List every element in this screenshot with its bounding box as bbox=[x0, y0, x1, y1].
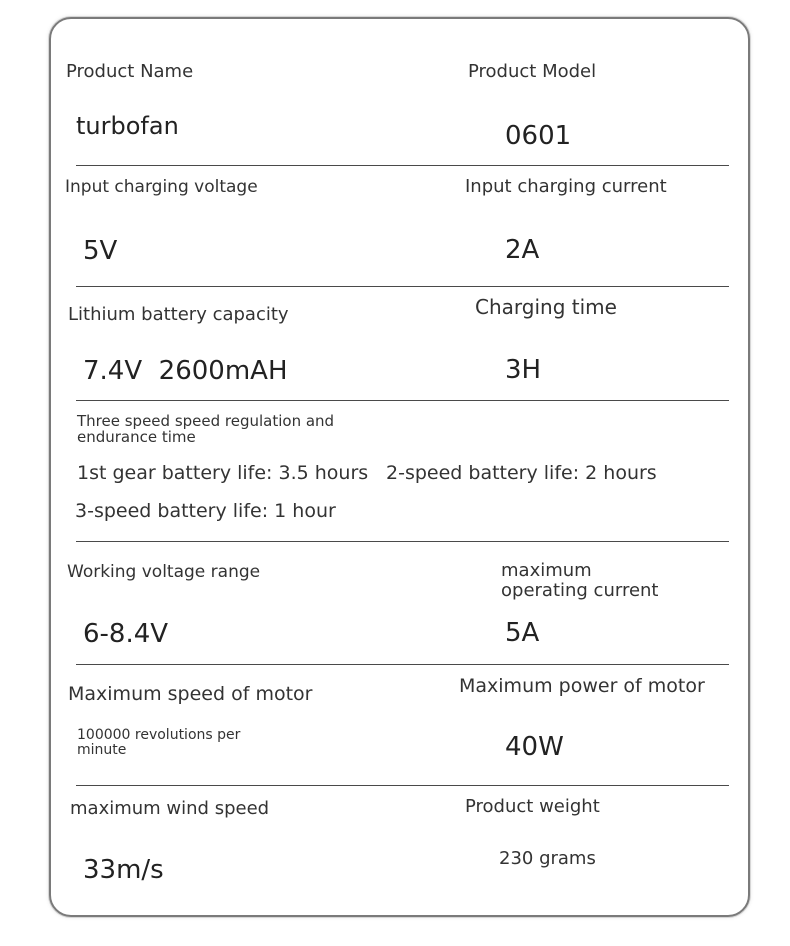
wind-speed-value: 33m/s bbox=[83, 855, 164, 885]
product-weight-label: Product weight bbox=[465, 796, 600, 817]
motor-power-label: Maximum power of motor bbox=[459, 675, 705, 697]
motor-speed-value-line2: minute bbox=[77, 742, 127, 758]
motor-power-value: 40W bbox=[505, 732, 564, 762]
row-divider bbox=[76, 400, 729, 401]
operating-current-label-line1: maximum bbox=[501, 560, 592, 581]
motor-speed-label: Maximum speed of motor bbox=[68, 683, 313, 705]
motor-speed-value-line1: 100000 revolutions per bbox=[77, 727, 241, 743]
gear3-battery-life: 3-speed battery life: 1 hour bbox=[75, 500, 336, 522]
speed-regulation-label-line1: Three speed speed regulation and bbox=[77, 412, 335, 430]
product-model-value: 0601 bbox=[505, 121, 572, 151]
input-current-label: Input charging current bbox=[465, 176, 667, 197]
battery-capacity-value: 7.4V 2600mAH bbox=[83, 356, 288, 386]
gear1-battery-life: 1st gear battery life: 3.5 hours bbox=[77, 462, 369, 484]
wind-speed-label: maximum wind speed bbox=[70, 798, 270, 819]
row-divider bbox=[76, 664, 729, 665]
row-divider bbox=[76, 785, 729, 786]
row-divider bbox=[76, 286, 729, 287]
product-name-value: turbofan bbox=[76, 112, 179, 140]
product-weight-value: 230 grams bbox=[499, 848, 596, 869]
input-current-value: 2A bbox=[505, 235, 540, 265]
charging-time-label: Charging time bbox=[475, 295, 617, 319]
working-voltage-label: Working voltage range bbox=[67, 562, 261, 582]
input-voltage-value: 5V bbox=[83, 236, 118, 266]
operating-current-label-line2: operating current bbox=[501, 580, 659, 601]
gear2-battery-life: 2-speed battery life: 2 hours bbox=[386, 462, 657, 484]
charging-time-value: 3H bbox=[505, 355, 542, 385]
input-voltage-label: Input charging voltage bbox=[65, 177, 258, 197]
speed-regulation-label-line2: endurance time bbox=[77, 428, 196, 446]
product-model-label: Product Model bbox=[468, 61, 597, 82]
row-divider bbox=[76, 165, 729, 166]
operating-current-value: 5A bbox=[505, 618, 540, 648]
product-name-label: Product Name bbox=[66, 61, 194, 82]
row-divider bbox=[76, 541, 729, 542]
battery-capacity-label: Lithium battery capacity bbox=[68, 304, 289, 325]
working-voltage-value: 6-8.4V bbox=[83, 619, 169, 649]
